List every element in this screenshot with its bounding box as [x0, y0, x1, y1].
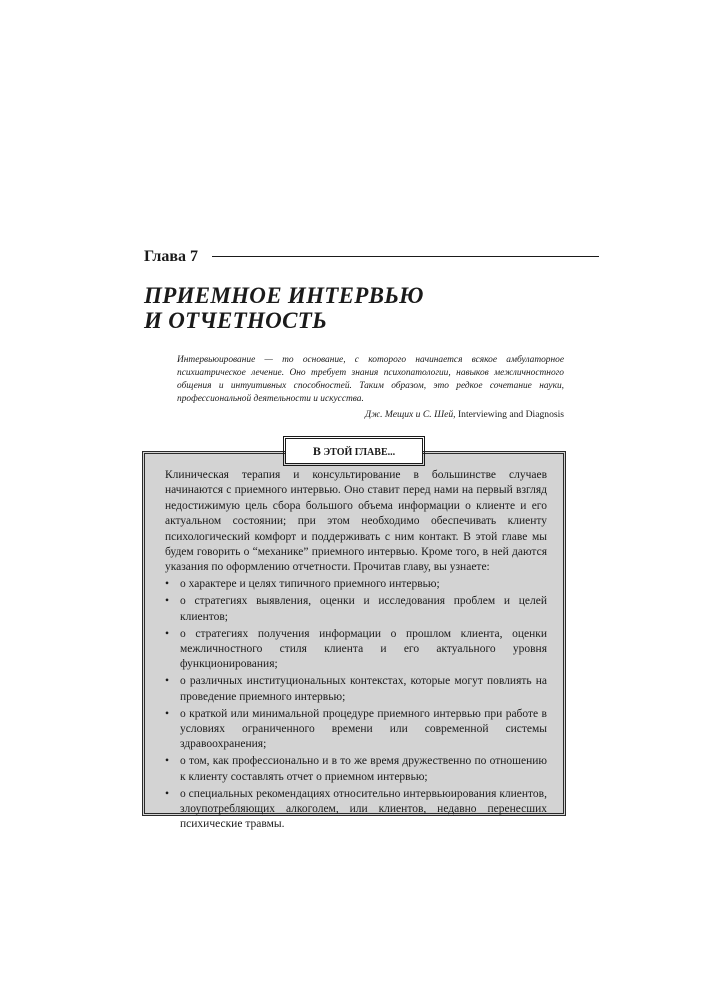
list-item [165, 754, 547, 785]
list-item [165, 594, 547, 625]
list-item-text: о стратегиях получения информации о прошлом клиента, оценки межличностного стиля клиента и его актуального уровня функционирования; [180, 627, 547, 671]
bullet-icon: • [165, 595, 170, 608]
list-item [165, 787, 547, 833]
bullet-icon: • [165, 787, 170, 800]
box-intro-text: Клиническая терапия и консультирование в большинстве случаев начинаются с приемного интервью. Оно ставит перед нами на первый взгляд недостижимую цель сбора большого объема информации о клиенте и его актуальном состоянии; при этом необходимо обеспечивать клиенту психологический комфорт и поддерживать с ним контакт. В этой главе мы будем говорить о “механике” приемного интервью. Кроме того, в ней даются указания по оформлению отчетности. Прочитав главу, вы узнаете: [165, 469, 547, 574]
list-item [165, 627, 547, 673]
list-item [165, 707, 547, 753]
list-item [165, 577, 547, 592]
bullet-icon: • [165, 707, 170, 720]
list-item-text: о стратегиях выявления, оценки и исследования проблем и целей клиентов; [180, 595, 547, 623]
bullet-icon: • [165, 627, 170, 640]
chapter-rule [212, 256, 599, 257]
box-heading-rest: ЭТОЙ ГЛАВЕ... [323, 447, 396, 458]
chapter-title-line-1: ПРИЕМНОЕ ИНТЕРВЬЮ [144, 283, 424, 308]
chapter-header [144, 246, 599, 268]
bullet-icon: • [165, 755, 170, 768]
list-item [165, 674, 547, 705]
epigraph-text: Интервьюирование — то основание, с которого начинается всякое амбулаторное психиатрическое лечение. Оно требует знания психопатологии, навыков межличностного общения и интуитивных способностей. Таким образом, это редкое сочетание науки, профессиональной деятельности и искусства. [177, 355, 564, 404]
chapter-number: Глава 7 [144, 248, 198, 265]
epigraph-source [365, 408, 564, 421]
chapter-title [144, 283, 564, 333]
list-item-text: о том, как профессионально и в то же время дружественно по отношению к клиенту составлять отчет о приемном интервью; [180, 755, 547, 783]
bullet-icon: • [165, 675, 170, 688]
list-item-text: о различных институциональных контекстах, которые могут повлиять на проведение приемного интервью; [180, 675, 547, 703]
epigraph-authors: Дж. Мещих и С. Шей, [365, 409, 456, 420]
bullet-icon: • [165, 578, 170, 591]
list-item-text: о характере и целях типичного приемного интервью; [180, 578, 440, 591]
box-heading [285, 438, 423, 464]
epigraph-book: Interviewing and Diagnosis [457, 409, 564, 420]
box-heading-first-letter: В [312, 444, 321, 458]
list-item-text: о краткой или минимальной процедуре приемного интервью при работе в условиях ограниченного времени или современной системы здравоохранения; [180, 707, 547, 751]
topics-list [165, 577, 547, 833]
list-item-text: о специальных рекомендациях относительно интервьюирования клиентов, злоупотребляющих алкоголем, или клиентов, недавно перенесших психические травмы. [180, 787, 547, 831]
chapter-overview-box [144, 453, 564, 831]
chapter-title-line-2: И ОТЧЕТНОСТЬ [144, 308, 327, 333]
